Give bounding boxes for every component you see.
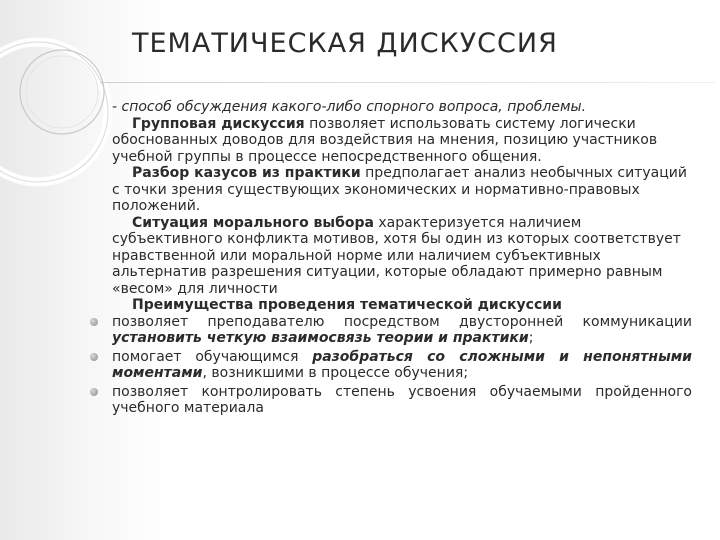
slide-content xyxy=(112,99,692,419)
advantage-item xyxy=(112,349,692,382)
definition-text: - способ обсуждения какого-либо спорного вопроса, проблемы. xyxy=(112,99,587,115)
case-analysis-paragraph xyxy=(112,165,692,215)
advantage-text-end: ; xyxy=(528,330,534,346)
bullet-icon xyxy=(90,388,98,396)
advantage-text: помогает обучающимся xyxy=(112,348,313,365)
case-analysis-term: Разбор казусов из практики xyxy=(132,165,361,181)
advantage-text-end: , возникшими в процессе обучения; xyxy=(202,365,469,381)
slide-title: ТЕМАТИЧЕСКАЯ ДИСКУССИЯ xyxy=(132,28,558,59)
moral-choice-text: характеризуется наличием субъективного конфликта мотивов, хотя бы один из которых соответствует нравственной или моральной норме или наличием субъективных альтернатив разрешения ситуации, которые обладают примерно равным «весом» для личности xyxy=(112,214,681,297)
bullet-icon xyxy=(90,318,98,326)
advantage-emphasis: установить четкую взаимосвязь теории и практики xyxy=(112,330,529,346)
advantage-text: позволяет контролировать степень усвоения обучаемыми пройденного учебного материала xyxy=(112,383,692,416)
moral-choice-paragraph xyxy=(112,215,692,298)
advantage-emphasis: разобраться со сложными и непонятными моментами xyxy=(112,348,692,381)
advantages-list xyxy=(112,314,692,417)
advantage-text: позволяет преподавателю посредством двусторонней коммуникации xyxy=(112,313,692,330)
advantages-heading: Преимущества проведения тематической дискуссии xyxy=(132,297,562,313)
advantage-item xyxy=(112,314,692,347)
group-discussion-term: Групповая дискуссия xyxy=(132,115,305,132)
advantage-item xyxy=(112,384,692,417)
group-discussion-paragraph xyxy=(112,116,692,166)
title-divider xyxy=(100,82,715,83)
case-analysis-text: предполагает анализ необычных ситуаций с точки зрения существующих экономических и нормативно-правовых положений. xyxy=(112,165,687,214)
group-discussion-text: позволяет использовать систему логически обоснованных доводов для воздействия на мнения, позицию участников учебной группы в процессе непосредственного общения. xyxy=(112,115,658,165)
moral-choice-term: Ситуация морального выбора xyxy=(132,214,374,231)
bullet-icon xyxy=(90,353,98,361)
